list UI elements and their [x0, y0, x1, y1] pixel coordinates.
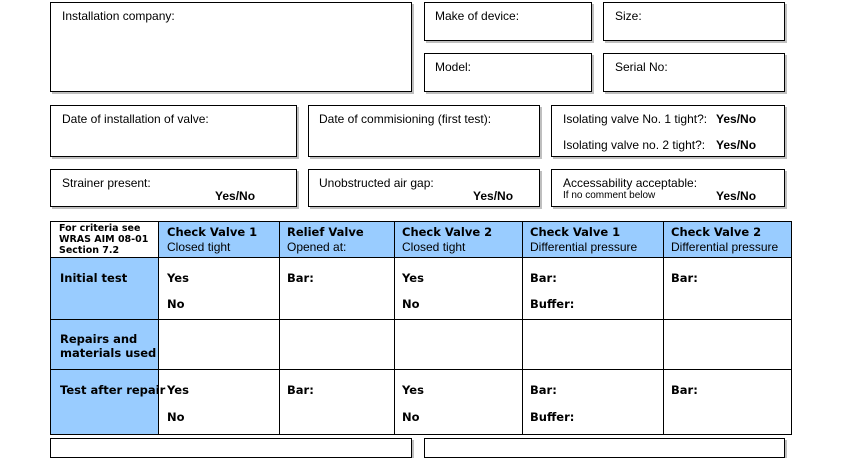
header-subtitle: Closed tight	[402, 240, 466, 254]
row-label-repairs	[51, 320, 159, 370]
repairs-cell[interactable]	[523, 320, 664, 370]
after-dp1-cell[interactable]	[523, 370, 664, 435]
after-dp2-cell[interactable]	[664, 370, 792, 435]
after-relief-cell[interactable]	[280, 370, 395, 435]
bar-label: Bar:	[671, 271, 698, 285]
no-option[interactable]: No	[402, 410, 420, 424]
yes-option[interactable]: Yes	[167, 271, 189, 285]
buffer-label: Buffer:	[530, 410, 575, 424]
bar-label: Bar:	[287, 383, 314, 397]
serial-no-box[interactable]	[603, 53, 785, 92]
repairs-cell[interactable]	[395, 320, 523, 370]
size-box[interactable]	[603, 2, 785, 41]
yes-option[interactable]: Yes	[167, 383, 189, 397]
date-commissioning-box[interactable]	[308, 105, 540, 157]
date-installation-box[interactable]	[50, 105, 297, 157]
isolating-valve-2-label: Isolating valve no. 2 tight?:	[563, 138, 706, 152]
criteria-line-2: WRAS AIM 08-01	[59, 234, 149, 245]
air-gap-yesno[interactable]: Yes/No	[473, 189, 514, 203]
model-label: Model:	[435, 60, 472, 74]
date-commissioning-label: Date of commisioning (first test):	[319, 112, 492, 126]
header-subtitle: Differential pressure	[530, 240, 638, 254]
header-check-valve-2-closed	[395, 222, 523, 258]
criteria-header-cell	[51, 222, 159, 258]
initial-relief-cell[interactable]	[280, 258, 395, 320]
criteria-line-1: For criteria see	[59, 223, 141, 234]
accessibility-note: If no comment below	[563, 190, 656, 201]
row-label: Test after repair	[60, 383, 166, 397]
initial-dp2-cell[interactable]	[664, 258, 792, 320]
repairs-cell[interactable]	[664, 320, 792, 370]
after-cv1-cell[interactable]	[159, 370, 280, 435]
no-option[interactable]: No	[167, 297, 185, 311]
after-cv2-cell[interactable]	[395, 370, 523, 435]
header-check-valve-2-differential	[664, 222, 792, 258]
header-title: Relief Valve	[287, 225, 364, 239]
bottom-left-box[interactable]	[50, 438, 412, 458]
isolating-valve-1-yesno[interactable]: Yes/No	[716, 112, 757, 126]
initial-cv2-cell[interactable]	[395, 258, 523, 320]
bar-label: Bar:	[530, 383, 557, 397]
air-gap-box[interactable]	[308, 169, 540, 207]
no-option[interactable]: No	[402, 297, 420, 311]
header-relief-valve	[280, 222, 395, 258]
row-label: Repairs and	[60, 332, 138, 346]
header-subtitle: Differential pressure	[671, 240, 779, 254]
bar-label: Bar:	[287, 271, 314, 285]
model-box[interactable]	[424, 53, 592, 92]
isolating-valve-1-label: Isolating valve No. 1 tight?:	[563, 112, 708, 126]
repairs-cell[interactable]	[159, 320, 280, 370]
accessibility-box[interactable]	[551, 169, 785, 207]
header-subtitle: Opened at:	[287, 240, 347, 254]
criteria-line-3: Section 7.2	[59, 245, 120, 256]
row-label-initial-test	[51, 258, 159, 320]
no-option[interactable]: No	[167, 410, 185, 424]
make-of-device-label: Make of device:	[435, 9, 520, 23]
repairs-cell[interactable]	[280, 320, 395, 370]
initial-cv1-cell[interactable]	[159, 258, 280, 320]
size-label: Size:	[615, 9, 642, 23]
header-title: Check Valve 1	[530, 225, 621, 239]
header-check-valve-1-closed	[159, 222, 280, 258]
installation-company-box[interactable]	[50, 2, 412, 92]
make-of-device-box[interactable]	[424, 2, 592, 41]
test-results-table	[50, 221, 792, 435]
header-title: Check Valve 2	[402, 225, 493, 239]
installation-company-label: Installation company:	[62, 9, 175, 23]
accessibility-label: Accessability acceptable:	[563, 176, 698, 190]
buffer-label: Buffer:	[530, 297, 575, 311]
air-gap-label: Unobstructed air gap:	[319, 176, 434, 190]
bar-label: Bar:	[671, 383, 698, 397]
strainer-label: Strainer present:	[62, 176, 151, 190]
row-label: Initial test	[60, 271, 128, 285]
bottom-right-box[interactable]	[424, 438, 785, 458]
row-label: materials used	[60, 346, 157, 360]
bar-label: Bar:	[530, 271, 557, 285]
header-subtitle: Closed tight	[167, 240, 231, 254]
row-label-test-after-repair	[51, 370, 166, 435]
header-title: Check Valve 2	[671, 225, 762, 239]
isolating-valve-2-yesno[interactable]: Yes/No	[716, 138, 757, 152]
serial-no-label: Serial No:	[615, 60, 668, 74]
strainer-box[interactable]	[50, 169, 297, 207]
yes-option[interactable]: Yes	[402, 383, 424, 397]
header-check-valve-1-differential	[523, 222, 664, 258]
header-title: Check Valve 1	[167, 225, 258, 239]
isolating-valves-box[interactable]	[551, 105, 785, 157]
initial-dp1-cell[interactable]	[523, 258, 664, 320]
yes-option[interactable]: Yes	[402, 271, 424, 285]
accessibility-yesno[interactable]: Yes/No	[716, 189, 757, 203]
date-installation-label: Date of installation of valve:	[62, 112, 209, 126]
strainer-yesno[interactable]: Yes/No	[215, 189, 256, 203]
